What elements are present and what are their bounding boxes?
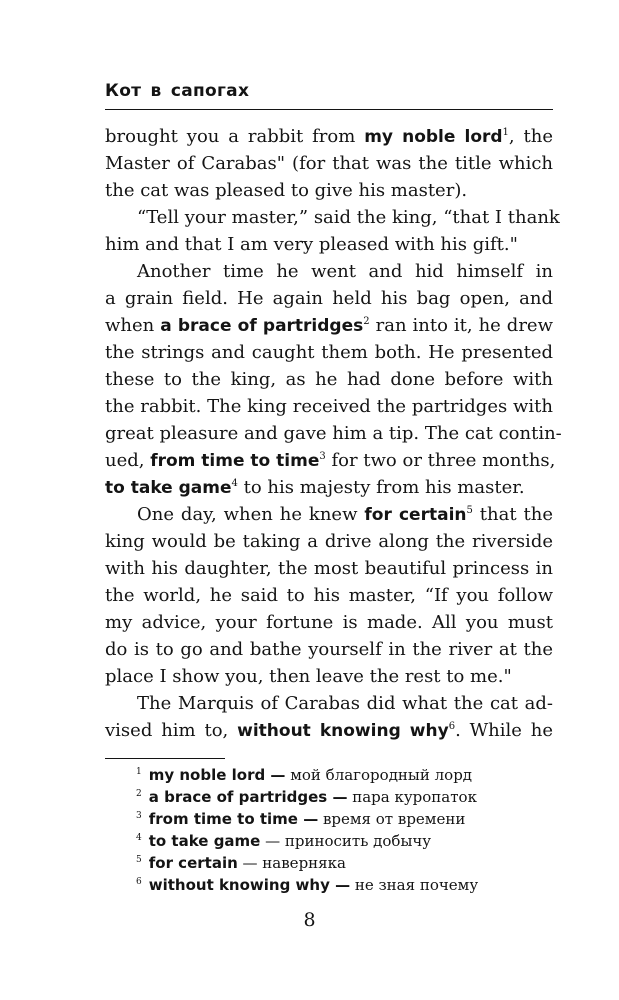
text-run: a grain field. He again held his bag open, and bbox=[105, 288, 553, 309]
text-line bbox=[105, 204, 560, 231]
footnote-marker: 6 bbox=[448, 721, 456, 732]
glossary-term: for certain bbox=[364, 505, 467, 525]
text-line bbox=[105, 312, 553, 339]
text-run: ued, bbox=[105, 450, 151, 471]
text-line bbox=[105, 474, 553, 501]
footnotes bbox=[136, 764, 556, 896]
text-line bbox=[105, 420, 562, 447]
text-run: for two or three months, bbox=[325, 450, 556, 471]
footnote-marker: 3 bbox=[319, 451, 326, 462]
text-line bbox=[105, 177, 553, 204]
text-line bbox=[105, 258, 553, 285]
text-line bbox=[105, 609, 553, 636]
text-run: great pleasure and gave him a tip. The cat contin- bbox=[105, 423, 562, 444]
text-line bbox=[105, 555, 553, 582]
footnote-marker: 4 bbox=[231, 478, 238, 489]
text-run: Master of Carabas" (for that was the title which bbox=[105, 153, 553, 174]
text-run: Another time he went and hid himself in bbox=[137, 261, 553, 282]
text-line bbox=[105, 231, 553, 258]
text-run: place I show you, then leave the rest to me." bbox=[105, 666, 512, 687]
text-run: , the bbox=[508, 126, 554, 147]
text-line bbox=[105, 447, 556, 474]
footnote-translation: мой благородный лорд bbox=[285, 766, 473, 784]
glossary-term: from time to time bbox=[150, 451, 320, 471]
footnote-divider bbox=[105, 758, 225, 759]
text-line bbox=[105, 123, 553, 150]
text-run: ran into it, he drew bbox=[369, 315, 553, 336]
text-run: “Tell your master,” said the king, “that I thank bbox=[137, 207, 560, 228]
text-run: vised him to, bbox=[105, 720, 238, 741]
text-run: these to the king, as he had done before with bbox=[105, 369, 553, 390]
text-line bbox=[105, 339, 553, 366]
glossary-term: to take game bbox=[105, 478, 232, 498]
text-line bbox=[105, 150, 553, 177]
text-line bbox=[105, 501, 553, 528]
footnote-item bbox=[136, 808, 556, 830]
text-run: that the bbox=[472, 504, 553, 525]
footnote-translation: не зная почему bbox=[350, 876, 479, 894]
text-line bbox=[105, 582, 553, 609]
text-run: the world, he said to his master, “If you follow bbox=[105, 585, 553, 606]
text-line bbox=[105, 717, 553, 744]
footnote-number: 2 bbox=[136, 789, 142, 799]
text-line bbox=[105, 366, 553, 393]
text-run: him and that I am very pleased with his gift." bbox=[105, 234, 518, 255]
page-number: 8 bbox=[303, 909, 316, 931]
text-run: One day, when he knew bbox=[137, 504, 365, 525]
text-run: the rabbit. The king received the partridges with bbox=[105, 396, 553, 417]
text-run: with his daughter, the most beautiful princess in bbox=[105, 558, 553, 579]
footnote-translation: пара куропаток bbox=[347, 788, 477, 806]
footnote-term: for certain bbox=[148, 854, 238, 872]
glossary-term: a brace of partridges bbox=[160, 316, 364, 336]
text-run: to his majesty from his master. bbox=[237, 477, 525, 498]
footnote-number: 6 bbox=[136, 877, 142, 887]
footnote-number: 5 bbox=[136, 855, 142, 865]
text-run: The Marquis of Carabas did what the cat ad- bbox=[137, 693, 553, 714]
footnote-item bbox=[136, 852, 556, 874]
footnote-translation: — наверняка bbox=[237, 854, 346, 872]
text-run: my advice, your fortune is made. All you must bbox=[105, 612, 553, 633]
footnote-item bbox=[136, 830, 556, 852]
footnote-number: 1 bbox=[136, 767, 142, 777]
footnote-translation: время от времени bbox=[318, 810, 466, 828]
text-run: do is to go and bathe yourself in the river at the bbox=[105, 639, 553, 660]
footnote-number: 4 bbox=[136, 833, 142, 843]
footnote-item bbox=[136, 786, 556, 808]
text-line bbox=[105, 528, 553, 555]
text-line bbox=[105, 663, 553, 690]
header-divider bbox=[105, 109, 553, 110]
text-run: king would be taking a drive along the riverside bbox=[105, 531, 553, 552]
footnote-item bbox=[136, 874, 556, 896]
text-run: the cat was pleased to give his master). bbox=[105, 180, 468, 201]
footnote-term: to take game bbox=[148, 832, 261, 850]
footnote-number: 3 bbox=[136, 811, 142, 821]
footnote-term: from time to time — bbox=[148, 810, 319, 828]
text-run: the strings and caught them both. He presented bbox=[105, 342, 553, 363]
text-run: . While he bbox=[455, 720, 554, 741]
footnote-marker: 2 bbox=[363, 316, 370, 327]
footnote-term: a brace of partridges — bbox=[148, 788, 348, 806]
text-line bbox=[105, 690, 553, 717]
running-header: Кот в сапогах bbox=[105, 81, 250, 101]
body-text bbox=[105, 123, 562, 744]
text-line bbox=[105, 285, 553, 312]
footnote-term: my noble lord — bbox=[148, 766, 286, 784]
footnote-translation: — приносить добычу bbox=[260, 832, 432, 850]
footnote-item bbox=[136, 764, 556, 786]
footnote-marker: 1 bbox=[502, 127, 509, 138]
text-run: when bbox=[105, 315, 161, 336]
text-line bbox=[105, 636, 553, 663]
text-line bbox=[105, 393, 553, 420]
glossary-term: without knowing why bbox=[237, 721, 449, 741]
footnote-marker: 5 bbox=[466, 505, 473, 516]
glossary-term: my noble lord bbox=[364, 127, 503, 147]
footnote-term: without knowing why — bbox=[148, 876, 351, 894]
text-run: brought you a rabbit from bbox=[105, 126, 365, 147]
